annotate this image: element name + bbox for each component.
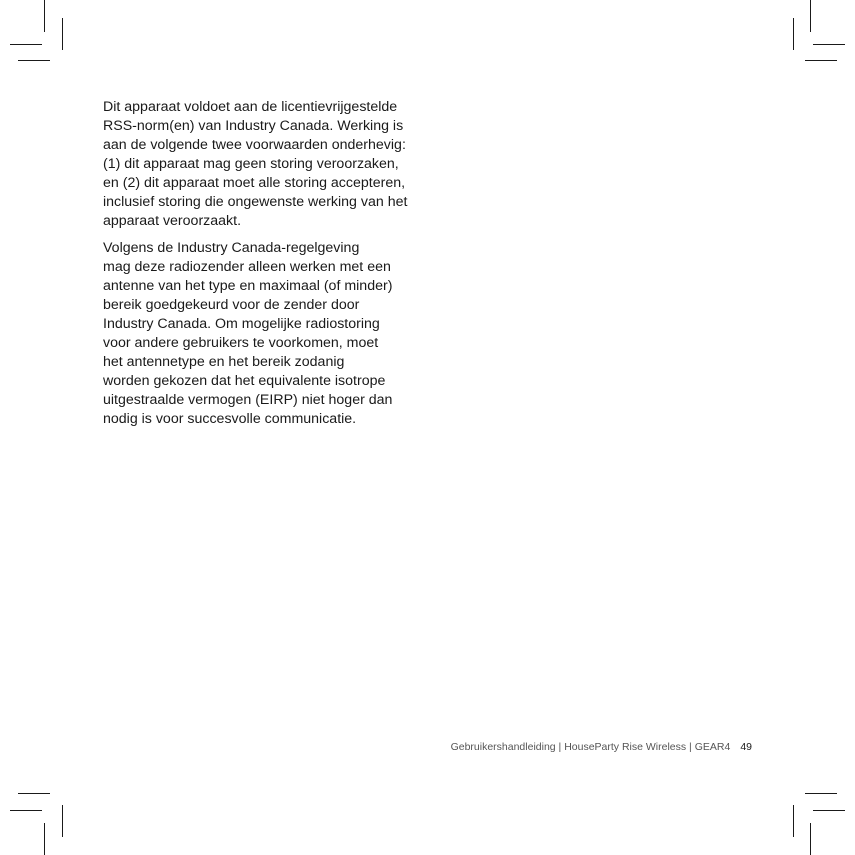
crop-mark: [810, 0, 811, 32]
crop-mark: [793, 805, 794, 837]
crop-mark: [813, 810, 845, 811]
paragraph-ic-compliance: Dit apparaat voldoet aan de licentievrijgestelde RSS-norm(en) van Industry Canada. Werking is aan de volgende twee voorwaarden onderhevig: (1) dit apparaat mag geen storing veroorzaken, en (2) dit apparaat moet alle storing accepteren, inclusief storing die ongewenste werking van het apparaat veroorzaakt.: [103, 99, 408, 229]
crop-mark: [62, 18, 63, 50]
footer-text: Gebruikershandleiding | HouseParty Rise Wireless | GEAR4: [450, 741, 731, 753]
crop-mark: [44, 0, 45, 32]
crop-mark: [805, 793, 837, 794]
crop-mark: [44, 823, 45, 855]
crop-mark: [810, 823, 811, 855]
crop-mark: [10, 44, 42, 45]
crop-mark: [793, 18, 794, 50]
crop-mark: [18, 60, 50, 61]
crop-mark: [805, 60, 837, 61]
crop-mark: [62, 805, 63, 837]
paragraph-ic-antenna: Volgens de Industry Canada-regelgeving mag deze radiozender alleen werken met een antenne van het type en maximaal (of minder) bereik goedgekeurd voor de zender door Industry Canada. Om mogelijke radiostoring voor andere gebruikers te voorkomen, moet het antennetype en het bereik zodanig worden gekozen dat het equivalente isotrope uitgestraalde vermogen (EIRP) niet hoger dan nodig is voor succesvolle communicatie.: [103, 240, 393, 427]
crop-mark: [18, 793, 50, 794]
page-number: 49: [740, 741, 752, 753]
crop-mark: [10, 810, 42, 811]
body-text: [103, 98, 433, 437]
crop-mark: [813, 44, 845, 45]
page-footer: [380, 741, 752, 753]
